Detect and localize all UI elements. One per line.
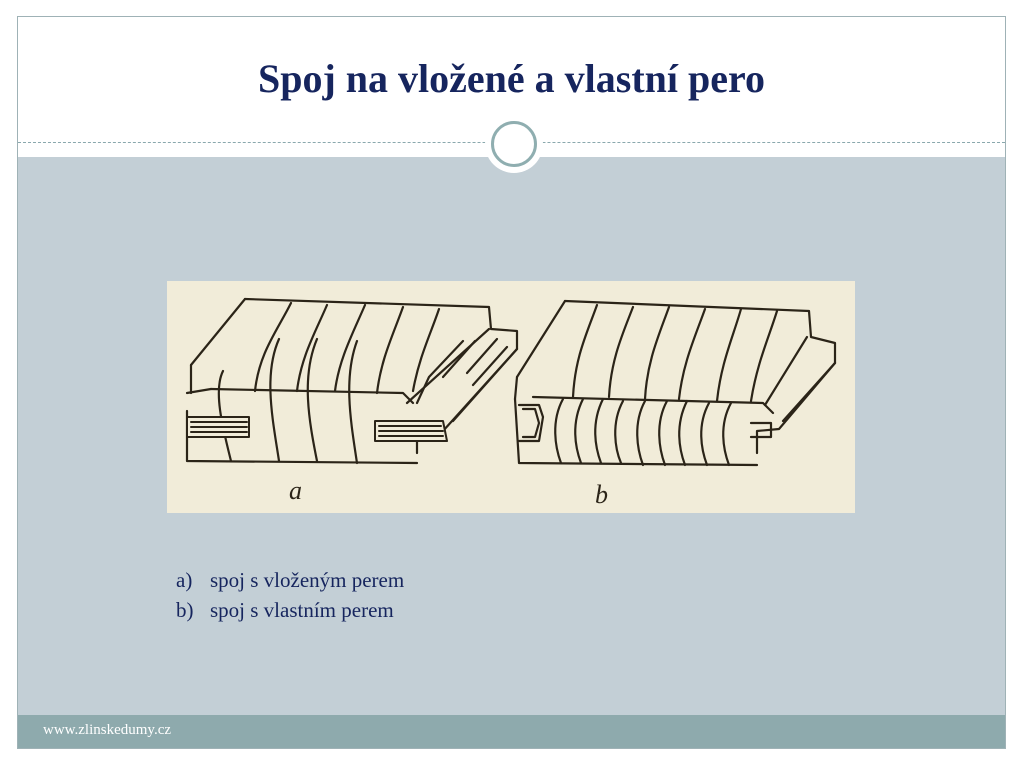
ornament-ring [491,121,537,167]
joint-drawing [167,281,855,513]
tongue-left [187,417,249,437]
tongue-right [375,421,447,441]
caption-item [176,595,404,625]
circle-ornament-icon [485,115,543,173]
footer-bar [18,715,1005,748]
caption-list [176,565,404,625]
figure-label-a: a [289,476,302,505]
caption-marker: a) [176,568,193,592]
caption-text: spoj s vlastním perem [210,598,394,622]
caption-text: spoj s vloženým perem [210,568,405,592]
footer-url: www.zlinskedumy.cz [43,722,172,738]
content-area [18,157,1005,717]
slide [17,16,1006,749]
figure-label-b: b [595,480,608,509]
caption-marker: b) [176,598,194,622]
board-a [187,299,517,463]
caption-item [176,565,404,595]
board-b [515,301,835,465]
joint-illustration [167,281,855,513]
slide-title: Spoj na vložené a vlastní pero [257,56,766,101]
